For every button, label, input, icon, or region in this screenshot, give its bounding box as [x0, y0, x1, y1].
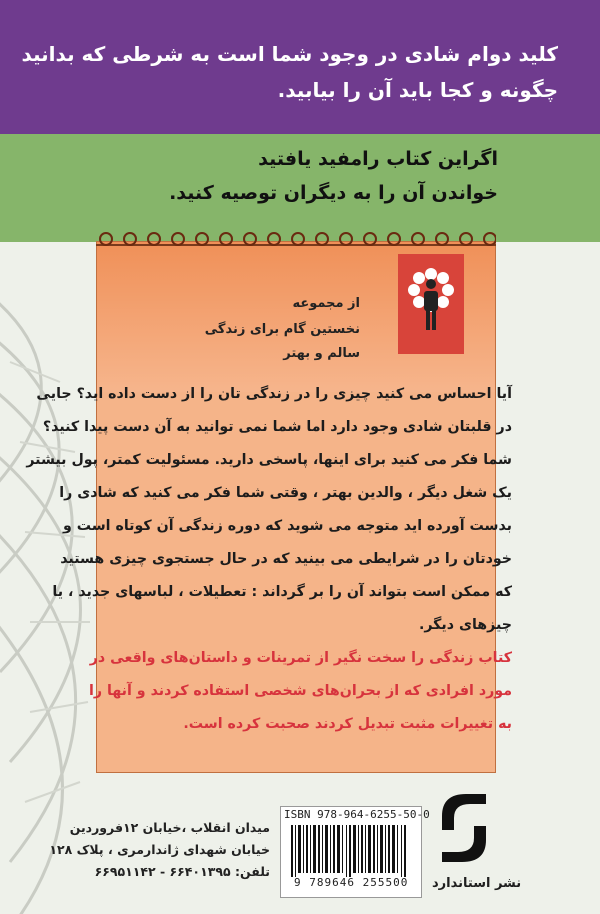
- top-line-2: چگونه و کجا باید آن را بیابید.: [277, 78, 558, 102]
- body-line: در قلبتان شادی وجود دارد اما شما نمی توانید به آن دست پیدا کنید؟: [42, 419, 512, 435]
- body-line: شما فکر می کنید برای اینها، پاسخی دارید. مسئولیت کمتر، پول بیشتر: [26, 452, 512, 468]
- spiral-binding-rings: [96, 225, 496, 253]
- publisher-name: نشر استاندارد: [432, 876, 522, 891]
- highlight-line: مورد افرادی که از بحران‌های شخصی استفاده کردند و آنها را: [89, 683, 512, 699]
- address-line-2: خیابان شهدای ژاندارمری ، پلاک ۱۲۸: [49, 842, 270, 857]
- publisher-logo-icon: [436, 790, 492, 866]
- barcode-digits: 9 789646 255500: [294, 876, 409, 889]
- top-line-1: کلید دوام شادی در وجود شما است به شرطی که بدانید: [21, 42, 558, 66]
- flower-person-icon: [398, 254, 464, 354]
- series-title-line-2: سالم و بهتر: [283, 346, 360, 361]
- isbn-number: ISBN 978-964-6255-50-0: [284, 808, 430, 821]
- body-line: که ممکن است بتواند آن را بر گرداند : تعطیلات ، لباسهای جدید ، یا: [52, 584, 512, 600]
- highlight-line: کتاب زندگی را سخت نگیر از تمرینات و داستان‌های واقعی در: [89, 650, 512, 666]
- body-line: آیا احساس می کنید چیزی را در زندگی تان را از دست داده اید؟ جایی: [36, 386, 512, 402]
- phone-line: تلفن: ۶۶۴۰۱۳۹۵ - ۶۶۹۵۱۱۴۲: [94, 864, 270, 879]
- body-line: چیزهای دیگر.: [418, 617, 512, 633]
- top-band: [0, 0, 600, 134]
- address-line-1: میدان انقلاب ،خیابان ۱۲فروردین: [69, 820, 270, 835]
- green-line-1: اگراین کتاب رامفید یافتید: [258, 148, 498, 170]
- series-title-line-1: نخستین گام برای زندگی: [204, 322, 360, 337]
- series-label: از مجموعه: [292, 296, 360, 311]
- highlight-line: به تغییرات مثبت تبدیل کردند صحبت کرده است.: [183, 716, 512, 732]
- body-line: بدست آورده اید متوجه می شوید که دوره زندگی آن کوتاه است و: [62, 518, 512, 534]
- description-text: [26, 378, 512, 741]
- series-logo: [398, 254, 464, 354]
- body-line: خودتان را در شرایطی می بینید که در حال جستجوی چیزی هستید: [60, 551, 512, 567]
- body-line: یک شغل دیگر ، والدین بهتر ، وقتی شما فکر می کنید که شادی را: [59, 485, 512, 501]
- green-line-2: خواندن آن را به دیگران توصیه کنید.: [169, 182, 498, 204]
